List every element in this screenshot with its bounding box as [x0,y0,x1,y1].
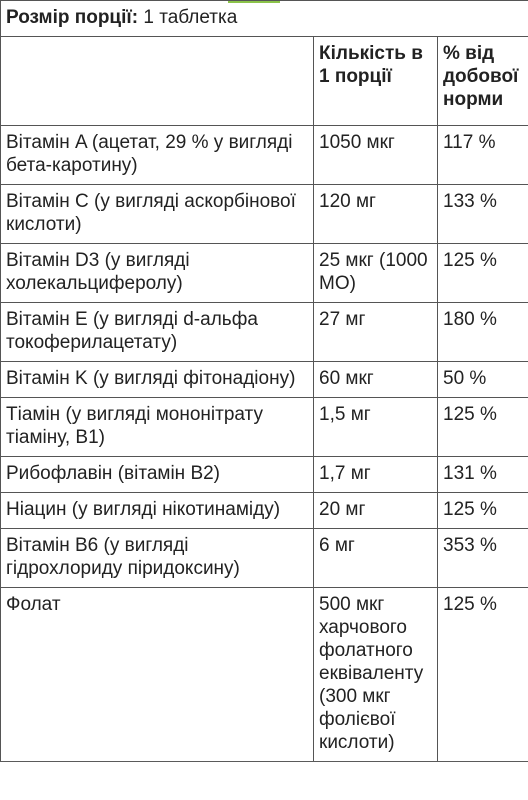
table-row [1,529,528,588]
table-row [1,303,528,362]
nutrient-name: Вітамін A (ацетат, 29 % у вигляді бета-каротину) [1,126,314,185]
facts-body [1,1,528,762]
table-row [1,362,528,398]
nutrient-name: Вітамін B6 (у вигляді гідрохлориду піридоксину) [1,529,314,588]
amount-per-serving: 27 мг [314,303,438,362]
daily-value-percent: 125 % [438,493,528,529]
nutrient-name: Фолат [1,588,314,762]
header-nutrient [1,37,314,126]
daily-value-percent: 353 % [438,529,528,588]
table-row [1,244,528,303]
amount-per-serving: 1050 мкг [314,126,438,185]
amount-per-serving: 6 мг [314,529,438,588]
amount-per-serving: 20 мг [314,493,438,529]
daily-value-percent: 125 % [438,588,528,762]
table-row [1,126,528,185]
header-daily-value: % від добової норми [438,37,528,126]
amount-per-serving: 500 мкг харчового фолатного еквіваленту (300 мкг фолієвої кислоти) [314,588,438,762]
table-row [1,398,528,457]
table-row [1,493,528,529]
amount-per-serving: 25 мкг (1000 МО) [314,244,438,303]
nutrient-name: Вітамін D3 (у вигляді холекальциферолу) [1,244,314,303]
nutrient-name: Тіамін (у вигляді мононітрату тіаміну, B1) [1,398,314,457]
table-row [1,588,528,762]
amount-per-serving: 1,7 мг [314,457,438,493]
daily-value-percent: 180 % [438,303,528,362]
daily-value-percent: 50 % [438,362,528,398]
header-amount: Кількість в 1 порції [314,37,438,126]
daily-value-percent: 125 % [438,398,528,457]
serving-size-cell [1,1,528,37]
header-row [1,37,528,126]
amount-per-serving: 120 мг [314,185,438,244]
daily-value-percent: 117 % [438,126,528,185]
daily-value-percent: 131 % [438,457,528,493]
table-row [1,185,528,244]
nutrient-name: Вітамін K (у вигляді фітонадіону) [1,362,314,398]
amount-per-serving: 1,5 мг [314,398,438,457]
serving-size-value: 1 таблетка [138,7,238,28]
serving-size-label: Розмір порції: [6,7,139,28]
nutrient-name: Вітамін E (у вигляді d-альфа токоферилацетату) [1,303,314,362]
serving-size-row [1,1,528,37]
daily-value-percent: 133 % [438,185,528,244]
amount-per-serving: 60 мкг [314,362,438,398]
nutrient-name: Ніацин (у вигляді нікотинаміду) [1,493,314,529]
daily-value-percent: 125 % [438,244,528,303]
nutrient-name: Вітамін C (у вигляді аскорбінової кислоти) [1,185,314,244]
nutrient-name: Рибофлавін (вітамін B2) [1,457,314,493]
table-row [1,457,528,493]
bottom-fade [0,760,528,800]
